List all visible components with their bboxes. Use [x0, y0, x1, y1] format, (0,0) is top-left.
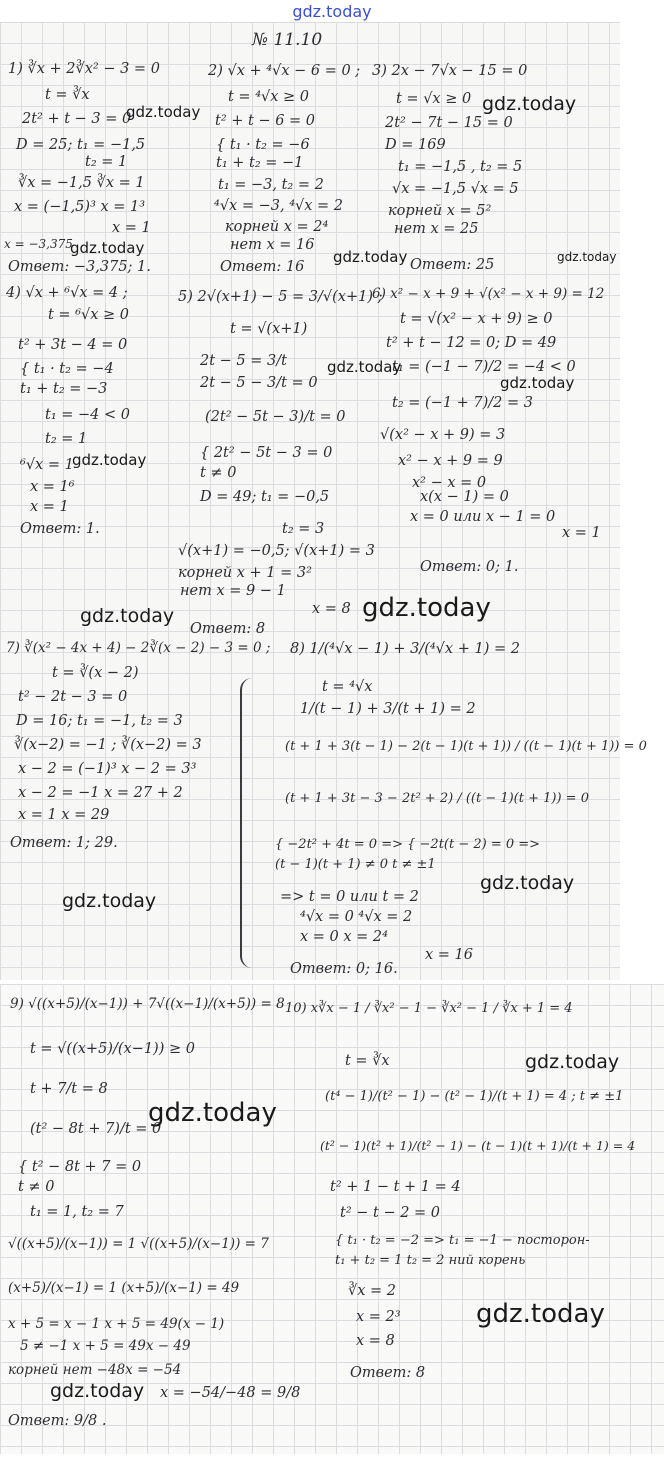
solution-line: { t₁ · t₂ = −6 [216, 137, 310, 153]
solution-line: корней x = 5² [388, 203, 492, 219]
watermark: gdz.today [525, 1051, 620, 1073]
answer: Ответ: 8 [190, 621, 266, 637]
answer: Ответ: 1; 29. [10, 835, 118, 851]
solution-line: t = ∛x [345, 1053, 390, 1069]
solution-line: t² + t − 6 = 0 [215, 113, 316, 129]
solution-line: x = 1⁶ [30, 479, 75, 495]
solution-line: t₁ = −3, t₂ = 2 [218, 177, 324, 193]
solution-line: x² − x = 0 [412, 475, 487, 491]
solution-line: t² − t − 2 = 0 [340, 1205, 441, 1221]
solution-line: x = 1 [112, 220, 151, 236]
solution-line: x = 0 x = 2⁴ [300, 929, 388, 945]
solution-line: t = √(x² − x + 9) ≥ 0 [400, 311, 553, 327]
solution-line: 1) ∛x + 2∛x² − 3 = 0 [8, 61, 160, 77]
solution-line: t = √((x+5)/(x−1)) ≥ 0 [30, 1041, 195, 1057]
solution-line: t = ∛(x − 2) [52, 665, 139, 681]
solution-line: 8) 1/(⁴√x − 1) + 3/(⁴√x + 1) = 2 [290, 641, 520, 657]
watermark: gdz.today [72, 451, 147, 469]
solution-line: { −2t² + 4t = 0 => { −2t(t − 2) = 0 => [275, 837, 541, 852]
exercise-number: № 11.10 [252, 30, 323, 50]
solution-line: t = √(x+1) [230, 321, 308, 337]
solution-line: x = (−1,5)³ x = 1³ [14, 199, 146, 215]
solution-line: корней x + 1 = 3² [178, 565, 312, 581]
solution-line: D = 169 [385, 137, 446, 153]
solution-line: x = 2³ [356, 1309, 401, 1325]
solution-line: 6) x² − x + 9 + √(x² − x + 9) = 12 [372, 286, 605, 302]
watermark: gdz.today [148, 1098, 277, 1128]
solution-line: 4) √x + ⁶√x = 4 ; [6, 285, 128, 301]
solution-line: √(x+1) = −0,5; √(x+1) = 3 [178, 543, 375, 559]
solution-line: t² + 3t − 4 = 0 [18, 337, 128, 353]
solution-line: { t₁ · t₂ = −4 [20, 361, 114, 377]
solution-line: √x = −1,5 √x = 5 [392, 181, 519, 197]
solution-line: x = 16 [425, 947, 473, 963]
solution-line: √(x² − x + 9) = 3 [380, 427, 506, 443]
solution-line: (t + 1 + 3(t − 1) − 2(t − 1)(t + 1)) / ((t − 1)(t + 1)) = 0 [285, 739, 647, 754]
solution-line: 5 ≠ −1 x + 5 = 49x − 49 [20, 1338, 191, 1354]
answer: Ответ: 16 [220, 259, 305, 275]
watermark: gdz.today [80, 605, 175, 627]
solution-line: 2) √x + ⁴√x − 6 = 0 ; [208, 63, 361, 79]
solution-line: x − 2 = (−1)³ x − 2 = 3³ [18, 761, 197, 777]
answer: Ответ: 0; 16. [290, 961, 398, 977]
solution-line: корней нет −48x = −54 [8, 1362, 182, 1378]
solution-line: (t − 1)(t + 1) ≠ 0 t ≠ ±1 [275, 857, 436, 872]
solution-line: 5) 2√(x+1) − 5 = 3/√(x+1) ; [178, 289, 383, 305]
solution-line: ∛(x−2) = −1 ; ∛(x−2) = 3 [14, 737, 202, 753]
solution-line: t = ⁴√x ≥ 0 [228, 89, 310, 105]
solution-line: (t + 1 + 3t − 3 − 2t² + 2) / ((t − 1)(t + 1)) = 0 [285, 791, 589, 806]
watermark: gdz.today [557, 250, 617, 264]
solution-line: нет x = 25 [394, 221, 479, 237]
solution-line: t² − 2t − 3 = 0 [18, 689, 128, 705]
solution-line: x = −54/−48 = 9/8 [160, 1385, 301, 1401]
solution-line: t₁ = 1, t₂ = 7 [30, 1204, 124, 1220]
solution-line: D = 49; t₁ = −0,5 [200, 489, 330, 505]
solution-line: t ≠ 0 [18, 1179, 55, 1195]
solution-line: t₂ = 1 [45, 431, 88, 447]
watermark: gdz.today [333, 248, 408, 266]
solution-line: => t = 0 или t = 2 [280, 889, 419, 905]
watermark: gdz.today [50, 1380, 145, 1402]
watermark: gdz.today [482, 93, 577, 115]
watermark: gdz.today [126, 103, 201, 121]
solution-line: x = 1 x = 29 [18, 807, 110, 823]
solution-line: 7) ∛(x² − 4x + 4) − 2∛(x − 2) − 3 = 0 ; [6, 640, 271, 656]
solution-line: D = 25; t₁ = −1,5 [16, 137, 146, 153]
solution-line: ∛x = 2 [348, 1283, 397, 1299]
answer: Ответ: 25 [410, 257, 495, 273]
solution-line: √((x+5)/(x−1)) = 1 √((x+5)/(x−1)) = 7 [8, 1236, 269, 1252]
solution-line: t₁ = −4 < 0 [45, 407, 130, 423]
solution-line: (x+5)/(x−1) = 1 (x+5)/(x−1) = 49 [8, 1280, 240, 1296]
solution-line: нет x = 16 [230, 237, 315, 253]
answer: Ответ: −3,375; 1. [8, 259, 151, 275]
solution-line: t ≠ 0 [200, 465, 237, 481]
watermark: gdz.today [70, 239, 145, 257]
solution-line: x = 0 или x − 1 = 0 [410, 509, 556, 525]
solution-line: t₁ + t₂ = 1 t₂ = 2 ний корень [335, 1253, 526, 1268]
solution-line: t₂ = (−1 + 7)/2 = 3 [392, 395, 533, 411]
solution-line: 1/(t − 1) + 3/(t + 1) = 2 [300, 701, 476, 717]
solution-line: t₁ + t₂ = −1 [216, 155, 304, 171]
solution-line: 9) √((x+5)/(x−1)) + 7√((x−1)/(x+5)) = 8 [10, 996, 285, 1012]
solution-line: t² + 1 − t + 1 = 4 [330, 1179, 461, 1195]
solution-line: (t² − 1)(t² + 1)/(t² − 1) − (t − 1)(t + 1)/(t + 1) = 4 [320, 1138, 636, 1153]
watermark: gdz.today [500, 374, 575, 392]
solution-line: x = 8 [312, 601, 351, 617]
solution-line: 2t² − 7t − 15 = 0 [385, 115, 513, 131]
solution-line: x(x − 1) = 0 [420, 489, 509, 505]
solution-line: { t₁ · t₂ = −2 => t₁ = −1 − посторон- [335, 1233, 590, 1248]
watermark: gdz.today [62, 890, 157, 912]
solution-line: t₁ + t₂ = −3 [20, 381, 108, 397]
solution-line: x = −3,375 [4, 237, 73, 251]
solution-line: { t² − 8t + 7 = 0 [18, 1159, 142, 1175]
solution-line: t = √x ≥ 0 [396, 91, 472, 107]
watermark: gdz.today [362, 593, 491, 623]
solution-line: 2t² + t − 3 = 0 [22, 111, 132, 127]
solution-line: (2t² − 5t − 3)/t = 0 [205, 409, 346, 425]
solution-line: ∛x = −1,5 ∛x = 1 [18, 175, 145, 191]
solution-line: t₁ = (−1 − 7)/2 = −4 < 0 [392, 359, 576, 375]
solution-line: 3) 2x − 7√x − 15 = 0 [372, 63, 528, 79]
answer: Ответ: 1. [20, 521, 100, 537]
answer: Ответ: 9/8 . [8, 1413, 107, 1429]
site-header[interactable]: gdz.today [292, 2, 372, 21]
solution-line: (t² − 8t + 7)/t = 0 [30, 1121, 162, 1137]
brace [240, 678, 256, 968]
solution-line: 2t − 5 − 3/t = 0 [200, 375, 318, 391]
solution-line: t + 7/t = 8 [30, 1081, 108, 1097]
solution-line: нет x = 9 − 1 [180, 583, 286, 599]
solution-line: D = 16; t₁ = −1, t₂ = 3 [16, 713, 183, 729]
solution-line: корней x = 2⁴ [225, 219, 329, 235]
solution-line: ⁴√x = −3, ⁴√x = 2 [214, 198, 344, 214]
solution-line: t₁ = −1,5 , t₂ = 5 [398, 159, 523, 175]
watermark: gdz.today [327, 358, 402, 376]
solution-line: t² + t − 12 = 0; D = 49 [386, 335, 557, 351]
solution-line: ⁶√x = 1 [20, 457, 74, 473]
solution-line: t = ⁴√x [322, 679, 373, 695]
solution-line: ⁴√x = 0 ⁴√x = 2 [300, 909, 413, 925]
answer: Ответ: 0; 1. [420, 559, 519, 575]
solution-line: x² − x + 9 = 9 [398, 453, 503, 469]
solution-line: t = ⁶√x ≥ 0 [48, 307, 130, 323]
watermark: gdz.today [476, 1299, 605, 1329]
solution-line: x − 2 = −1 x = 27 + 2 [18, 785, 183, 801]
watermark: gdz.today [480, 872, 575, 894]
solution-line: x = 8 [356, 1333, 395, 1349]
solution-line: t = ∛x [45, 87, 90, 103]
solution-line: x = 1 [30, 499, 69, 515]
solution-line: 2t − 5 = 3/t [200, 353, 287, 369]
solution-line: 10) x∛x − 1 / ∛x² − 1 − ∛x² − 1 / ∛x + 1 = 4 [285, 1001, 573, 1016]
solution-line: { 2t² − 5t − 3 = 0 [200, 445, 333, 461]
solution-line: t₂ = 1 [85, 154, 128, 170]
solution-line: x = 1 [562, 525, 601, 541]
answer: Ответ: 8 [350, 1365, 426, 1381]
solution-line: t₂ = 3 [282, 521, 325, 537]
solution-line: x + 5 = x − 1 x + 5 = 49(x − 1) [8, 1316, 225, 1332]
solution-line: (t⁴ − 1)/(t² − 1) − (t² − 1)/(t + 1) = 4 ; t ≠ ±1 [325, 1089, 624, 1104]
